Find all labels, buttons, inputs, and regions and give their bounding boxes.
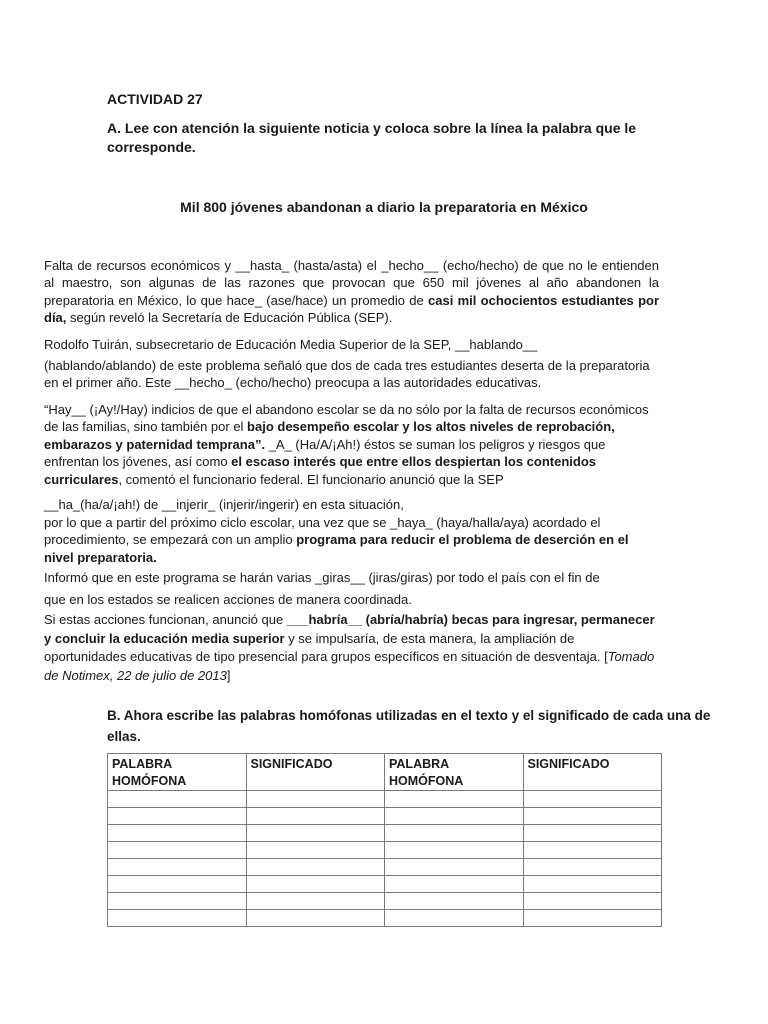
paragraph-4-rest xyxy=(44,514,659,566)
p3-text-3: , comentó el funcionario federal. El funcionario anunció que la SEP xyxy=(118,471,504,487)
table-row xyxy=(108,859,662,876)
table-row xyxy=(108,876,662,893)
p3-text-2: _A_ (Ha/A/¡Ah!) éstos se suman los peligros y riesgos que enfrentan los jóvenes, así como xyxy=(44,436,606,470)
p3-bold-1: bajo desempeño escolar y los altos niveles de reprobación, embarazos y paternidad temprana”. xyxy=(44,419,615,452)
table-cell[interactable] xyxy=(523,825,662,842)
p1-bold: casi mil ochocientos estudiantes por día, xyxy=(44,292,660,326)
p6-text-2: y se impulsaría, de esta manera, la ampliación de oportunidades educativas de tipo presencial para grupos específicos en situación de desventaja. [ xyxy=(44,630,608,664)
table-cell[interactable] xyxy=(385,859,524,876)
table-cell[interactable] xyxy=(108,825,247,842)
table-cell[interactable] xyxy=(108,910,247,927)
table-cell[interactable] xyxy=(108,808,247,825)
table-cell[interactable] xyxy=(246,808,385,825)
header-cell-word-2: PALABRA HOMÓFONA xyxy=(385,754,524,791)
paragraph-2-line-1: Rodolfo Tuirán, subsecretario de Educación Media Superior de la SEP, __hablando__ xyxy=(44,337,538,352)
table-cell[interactable] xyxy=(385,876,524,893)
table-cell[interactable] xyxy=(246,859,385,876)
p6-text: Si estas acciones funcionan, anunció que xyxy=(44,612,287,627)
p4-bold: programa para reducir el problema de deserción en el nivel preparatoria. xyxy=(44,532,629,565)
table-row xyxy=(108,825,662,842)
table-cell[interactable] xyxy=(108,859,247,876)
header-cell-meaning-2: SIGNIFICADO xyxy=(523,754,662,791)
paragraph-6 xyxy=(44,611,659,685)
table-row xyxy=(108,893,662,910)
p1-text: Falta de recursos económicos y __hasta_ (hasta/asta) el _hecho__ (echo/hecho) de que no le entienden al maestro, son algunas de las razones que provocan que 650 mil jóvenes al año abandonen la preparatoria en México, lo que hace_ (ase/hace) un promedio de xyxy=(44,258,659,308)
instruction-b: B. Ahora escribe las palabras homófonas utilizadas en el texto y el significado de cada una de ellas. xyxy=(107,708,711,744)
table-cell[interactable] xyxy=(385,791,524,808)
table-cell[interactable] xyxy=(523,859,662,876)
table-cell[interactable] xyxy=(246,825,385,842)
table-cell[interactable] xyxy=(523,910,662,927)
table-row xyxy=(108,910,662,927)
table-cell[interactable] xyxy=(523,808,662,825)
news-headline: Mil 800 jóvenes abandonan a diario la preparatoria en México xyxy=(180,199,588,215)
p4-text: por lo que a partir del próximo ciclo escolar, una vez que se _haya_ (haya/halla/aya) acordado el procedimiento, se empezará con un amplio xyxy=(44,515,601,548)
table-row xyxy=(108,842,662,859)
paragraph-1 xyxy=(44,257,659,327)
paragraph-4-line-1: __ha_(ha/a/¡ah!) de __injerir_ (injerir/ingerir) en esta situación, xyxy=(44,497,404,512)
table-cell[interactable] xyxy=(523,876,662,893)
table-cell[interactable] xyxy=(246,893,385,910)
table-cell[interactable] xyxy=(523,791,662,808)
table-cell[interactable] xyxy=(385,842,524,859)
activity-title: ACTIVIDAD 27 xyxy=(107,91,203,107)
p6-text-3: ] xyxy=(226,667,231,683)
p6-bold: ___habría__ (abría/habría) becas para ingresar, permanecer y concluir la educación media superior xyxy=(44,612,655,646)
instruction-a: A. Lee con atención la siguiente noticia y coloca sobre la línea la palabra que le corresponde. xyxy=(107,120,637,155)
table-cell[interactable] xyxy=(523,893,662,910)
table-cell[interactable] xyxy=(246,876,385,893)
paragraph-3 xyxy=(44,401,659,488)
homophones-table xyxy=(107,753,662,927)
p3-bold-2: el escaso interés que entre ellos despiertan los contenidos curriculares xyxy=(44,454,597,487)
table-cell[interactable] xyxy=(385,910,524,927)
table-cell[interactable] xyxy=(246,842,385,859)
table-cell[interactable] xyxy=(108,791,247,808)
header-cell-word-1: PALABRA HOMÓFONA xyxy=(108,754,247,791)
paragraph-2-rest: (hablando/ablando) de este problema señaló que dos de cada tres estudiantes deserta de la preparatoria en el primer año. Este __hecho_ (echo/hecho) preocupa a las autoridades educativas. xyxy=(44,358,650,391)
p3-text: “Hay__ (¡Ay!/Hay) indicios de que el abandono escolar se da no sólo por la falta de recursos económicos de las familias, sino también por el xyxy=(44,402,649,435)
table-cell[interactable] xyxy=(385,825,524,842)
table-cell[interactable] xyxy=(108,876,247,893)
table-cell[interactable] xyxy=(246,910,385,927)
table-cell[interactable] xyxy=(523,842,662,859)
table-header-row xyxy=(108,754,662,791)
table-cell[interactable] xyxy=(385,893,524,910)
table-cell[interactable] xyxy=(385,808,524,825)
table-row xyxy=(108,808,662,825)
p6-citation: Tomado de Notimex, 22 de julio de 2013 xyxy=(44,649,655,683)
table-cell[interactable] xyxy=(246,791,385,808)
paragraph-5-line-1: Informó que en este programa se harán varias _giras__ (jiras/giras) por todo el país con el fin de xyxy=(44,570,600,585)
table-cell[interactable] xyxy=(108,842,247,859)
table-row xyxy=(108,791,662,808)
table-cell[interactable] xyxy=(108,893,247,910)
paragraph-5-line-2: que en los estados se realicen acciones de manera coordinada. xyxy=(44,592,412,607)
p1-text-end: según reveló la Secretaría de Educación Pública (SEP). xyxy=(66,310,393,326)
header-cell-meaning-1: SIGNIFICADO xyxy=(246,754,385,791)
